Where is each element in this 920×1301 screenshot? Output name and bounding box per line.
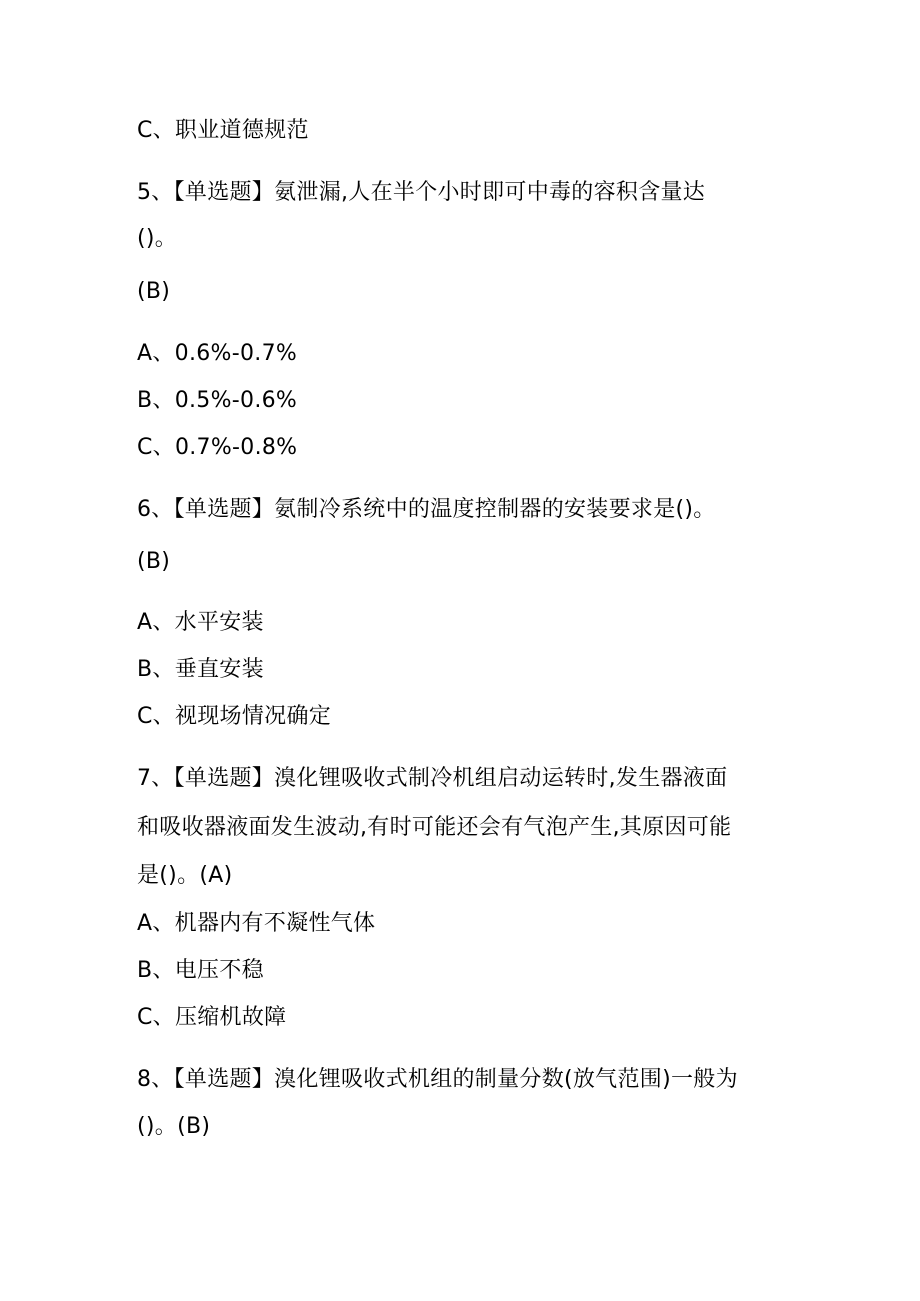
q5-question-line-2: ()。 xyxy=(137,226,178,251)
q5-answer: (B) xyxy=(137,279,171,304)
q5-question-line-1: 5、【单选题】氨泄漏,人在半个小时即可中毒的容积含量达 xyxy=(137,180,706,205)
q4-option-c: C、职业道德规范 xyxy=(137,118,309,143)
q7-question-line-1: 7、【单选题】溴化锂吸收式制冷机组启动运转时,发生器液面 xyxy=(137,766,728,791)
q7-question-line-2: 和吸收器液面发生波动,有时可能还会有气泡产生,其原因可能 xyxy=(137,815,732,840)
q6-answer: (B) xyxy=(137,549,171,574)
q8-question-line-2: ()。(B) xyxy=(137,1114,211,1139)
q5-option-a: A、0.6%-0.7% xyxy=(137,341,298,366)
q7-option-c: C、压缩机故障 xyxy=(137,1005,287,1030)
q6-option-b: B、垂直安装 xyxy=(137,657,264,682)
q7-option-a: A、机器内有不凝性气体 xyxy=(137,911,376,936)
q7-option-b: B、电压不稳 xyxy=(137,958,264,983)
q7-question-line-3: 是()。(A) xyxy=(137,863,233,888)
q8-question-line-1: 8、【单选题】溴化锂吸收式机组的制量分数(放气范围)一般为 xyxy=(137,1067,738,1092)
q5-option-c: C、0.7%-0.8% xyxy=(137,435,298,460)
q6-option-c: C、视现场情况确定 xyxy=(137,704,332,729)
q6-option-a: A、水平安装 xyxy=(137,610,264,635)
q6-question-line-1: 6、【单选题】氨制冷系统中的温度控制器的安装要求是()。 xyxy=(137,497,716,522)
q5-option-b: B、0.5%-0.6% xyxy=(137,388,298,413)
